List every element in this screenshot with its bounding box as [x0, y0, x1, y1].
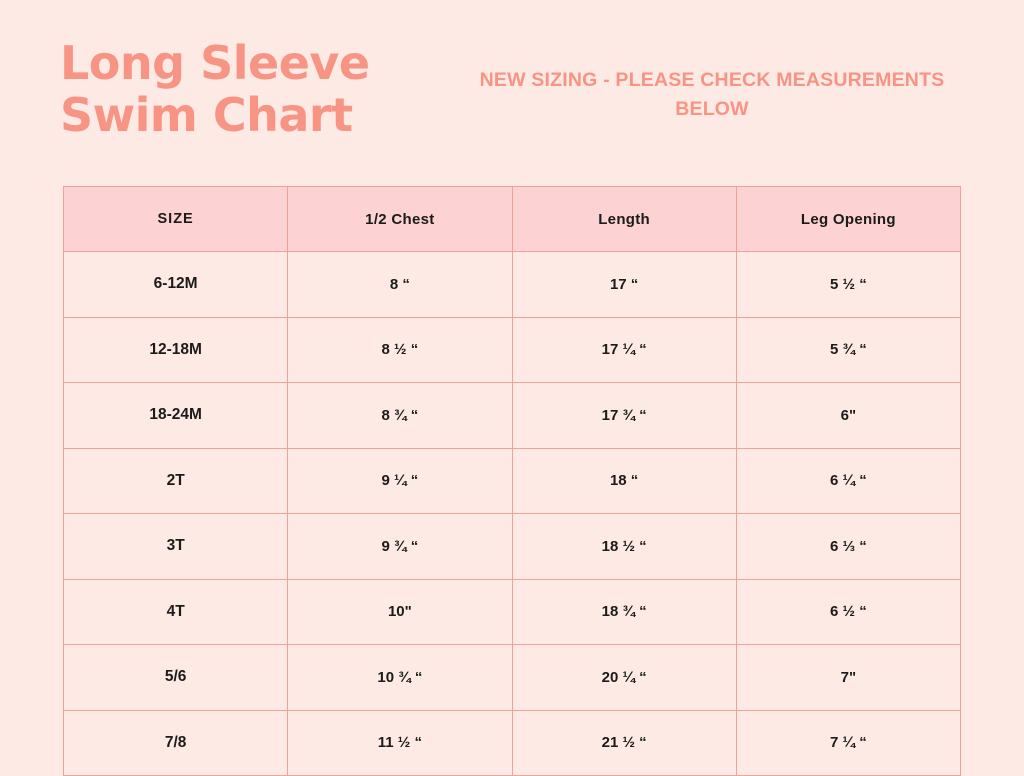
- cell-half-chest: 9 ¾ “: [288, 514, 512, 580]
- cell-half-chest: 8 ¾ “: [288, 383, 512, 449]
- cell-leg-opening: 7": [736, 645, 960, 711]
- cell-length: 18 ¾ “: [512, 579, 736, 645]
- cell-length: 18 “: [512, 448, 736, 514]
- page-title-line2: Swim Chart: [60, 87, 353, 142]
- cell-length: 17 ¼ “: [512, 317, 736, 383]
- cell-half-chest: 10": [288, 579, 512, 645]
- column-header-half-chest: 1/2 Chest: [288, 187, 512, 252]
- cell-leg-opening: 6": [736, 383, 960, 449]
- page-title-line1: Long Sleeve: [60, 36, 370, 90]
- cell-length: 17 “: [512, 252, 736, 318]
- size-chart-table-wrapper: [63, 186, 961, 776]
- subtitle-block: [460, 38, 964, 125]
- cell-leg-opening: 6 ½ “: [736, 579, 960, 645]
- cell-length: 21 ½ “: [512, 710, 736, 776]
- cell-size: 5/6: [64, 645, 288, 711]
- table-body: [64, 252, 961, 776]
- size-chart-table: [63, 186, 961, 776]
- cell-leg-opening: 7 ¼ “: [736, 710, 960, 776]
- table-row: [64, 710, 961, 776]
- table-row: [64, 317, 961, 383]
- cell-half-chest: 8 ½ “: [288, 317, 512, 383]
- table-header: [64, 187, 961, 252]
- table-row: [64, 383, 961, 449]
- cell-leg-opening: 6 ⅓ “: [736, 514, 960, 580]
- cell-length: 18 ½ “: [512, 514, 736, 580]
- cell-half-chest: 10 ¾ “: [288, 645, 512, 711]
- cell-half-chest: 8 “: [288, 252, 512, 318]
- cell-size: 3T: [64, 514, 288, 580]
- page-subtitle: NEW SIZING - PLEASE CHECK MEASUREMENTS BELOW: [479, 69, 945, 121]
- column-header-leg-opening: Leg Opening: [736, 187, 960, 252]
- table-header-row: [64, 187, 961, 252]
- table-row: [64, 448, 961, 514]
- table-row: [64, 252, 961, 318]
- cell-leg-opening: 6 ¼ “: [736, 448, 960, 514]
- table-row: [64, 514, 961, 580]
- cell-size: 2T: [64, 448, 288, 514]
- cell-half-chest: 9 ¼ “: [288, 448, 512, 514]
- page-title: [60, 38, 460, 141]
- cell-size: 4T: [64, 579, 288, 645]
- cell-leg-opening: 5 ½ “: [736, 252, 960, 318]
- table-row: [64, 579, 961, 645]
- cell-size: 7/8: [64, 710, 288, 776]
- cell-size: 18-24M: [64, 383, 288, 449]
- column-header-length: Length: [512, 187, 736, 252]
- title-block: [60, 38, 460, 141]
- page-header: [0, 0, 1024, 141]
- cell-length: 17 ¾ “: [512, 383, 736, 449]
- cell-leg-opening: 5 ¾ “: [736, 317, 960, 383]
- cell-size: 12-18M: [64, 317, 288, 383]
- cell-half-chest: 11 ½ “: [288, 710, 512, 776]
- table-row: [64, 645, 961, 711]
- column-header-size: SIZE: [64, 187, 288, 252]
- cell-size: 6-12M: [64, 252, 288, 318]
- cell-length: 20 ¼ “: [512, 645, 736, 711]
